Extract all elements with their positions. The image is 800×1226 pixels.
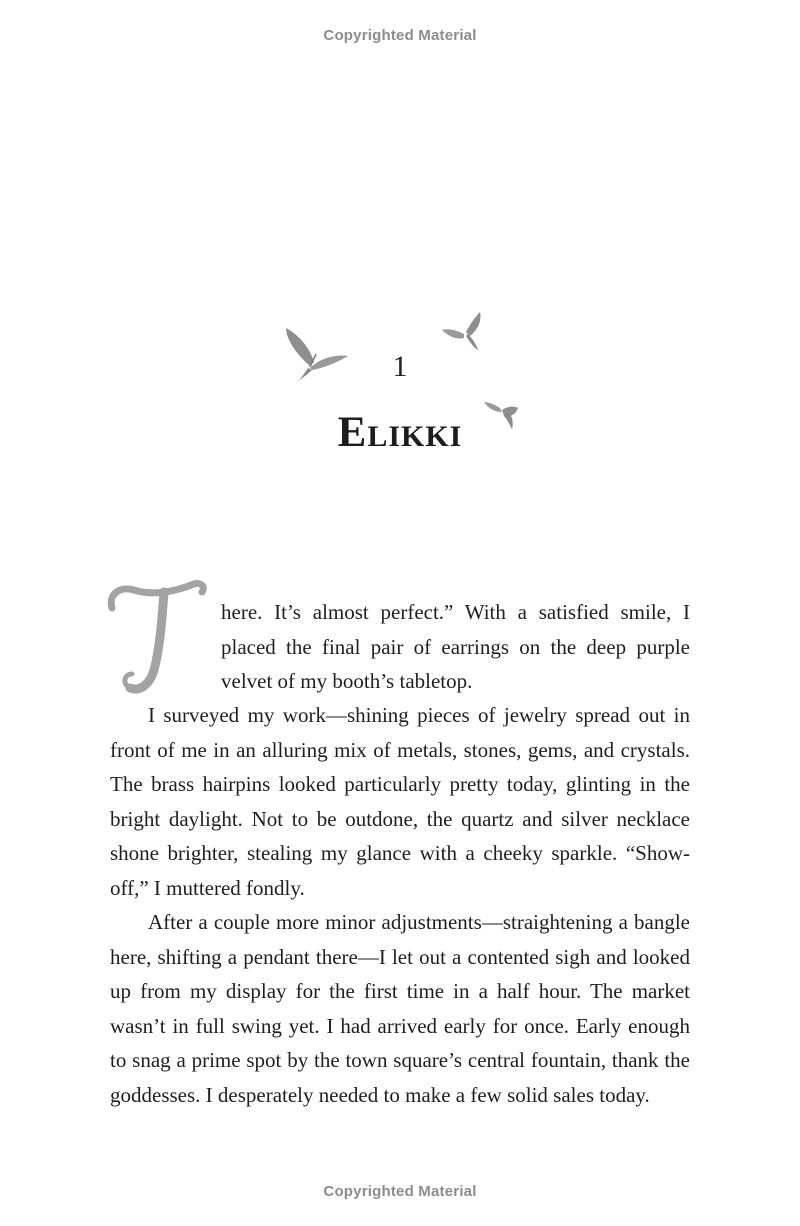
copyright-watermark-bottom: Copyrighted Material — [323, 1183, 477, 1200]
paragraph-2: I surveyed my work—shining pieces of jewelry spread out in front of me in an alluring mix of metals, stones, gems, and crystals. The brass hairpins looked particularly pretty today, glinting in the bright daylight. Not to be outdone, the quartz and silver necklace shone brighter, stealing my glance with a cheeky sparkle. “Show-off,” I muttered fondly. — [110, 703, 690, 900]
first-paragraph — [221, 595, 690, 699]
body-text — [110, 698, 690, 1112]
first-paragraph-text: here. It’s almost perfect.” With a satisfied smile, I placed the final pair of earrings on the deep purple velvet of my booth’s tabletop. — [221, 600, 690, 693]
butterfly-icon — [440, 310, 488, 352]
paragraph-3: After a couple more minor adjustments—straightening a bangle here, shifting a pendant there—I let out a contented sigh and looked up from my display for the first time in a half hour. The market wasn’t in full swing yet. I had arrived early for once. Early enough to snag a prime spot by the town square’s central fountain, thank the goddesses. I desperately needed to make a few solid sales today. — [110, 910, 690, 1107]
chapter-number: 1 — [392, 350, 408, 383]
chapter-title: Elikki — [337, 409, 463, 456]
copyright-watermark-top: Copyrighted Material — [323, 27, 477, 44]
drop-cap-letter — [104, 578, 212, 696]
